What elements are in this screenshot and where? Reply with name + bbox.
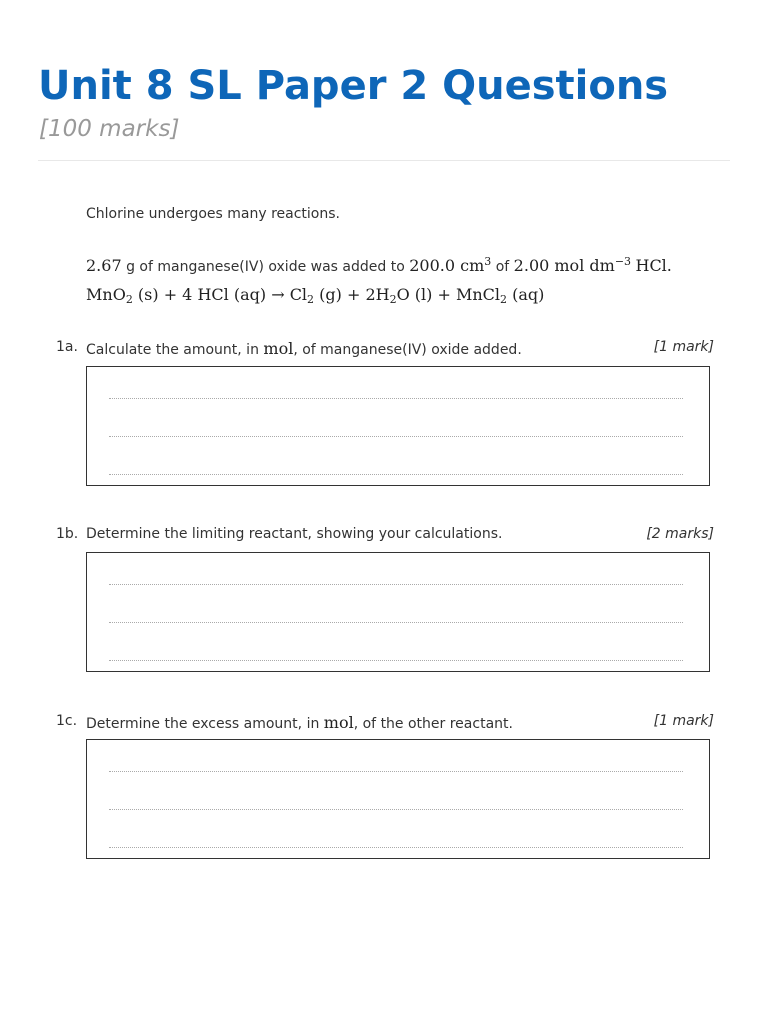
answer-line: [109, 660, 683, 661]
question-marks-1a: [1 mark]: [653, 339, 714, 355]
acid-formula: HCl.: [635, 256, 672, 275]
chemical-equation: MnO$_2$ (s) + 4 HCl $(aq) \to Cl_2$ $(g) + 2H_2O$ (l) + MnCl$_2$ (aq): [86, 285, 545, 306]
question-text-1c: Determine the excess amount, in mol, of the other reactant.: [86, 713, 513, 732]
answer-box-1b[interactable]: [86, 552, 710, 672]
answer-box-1a[interactable]: [86, 366, 710, 486]
question-number-1c: 1c.: [56, 713, 78, 729]
question-number-1b: 1b.: [56, 526, 79, 542]
question-text-1a: Calculate the amount, in mol, of manganese(IV) oxide added.: [86, 339, 522, 358]
setup-text-a: g of manganese(IV) oxide was added to: [126, 259, 405, 275]
page-title: Unit 8 SL Paper 2 Questions: [38, 63, 669, 109]
question-number-1a: 1a.: [56, 339, 78, 355]
answer-line: [109, 847, 683, 848]
concentration-value: 2.00 mol $dm^{-3}$: [513, 255, 632, 275]
question-marks-1b: [2 marks]: [646, 526, 714, 542]
answer-line: [109, 398, 683, 399]
answer-line: [109, 584, 683, 585]
answer-line: [109, 474, 683, 475]
question-text-1b: Determine the limiting reactant, showing your calculations.: [86, 526, 503, 542]
mass-value: 2.67: [86, 256, 122, 275]
answer-box-1c[interactable]: [86, 739, 710, 859]
header-divider: [38, 160, 730, 161]
total-marks: [100 marks]: [39, 116, 180, 142]
answer-line: [109, 771, 683, 772]
answer-line: [109, 809, 683, 810]
setup-text-b: of: [495, 259, 510, 275]
volume-value: 200.0 $cm^3$: [409, 255, 492, 275]
question-marks-1c: [1 mark]: [653, 713, 714, 729]
intro-text: Chlorine undergoes many reactions.: [86, 206, 340, 222]
answer-line: [109, 622, 683, 623]
answer-line: [109, 436, 683, 437]
reaction-setup-line: [86, 256, 672, 275]
